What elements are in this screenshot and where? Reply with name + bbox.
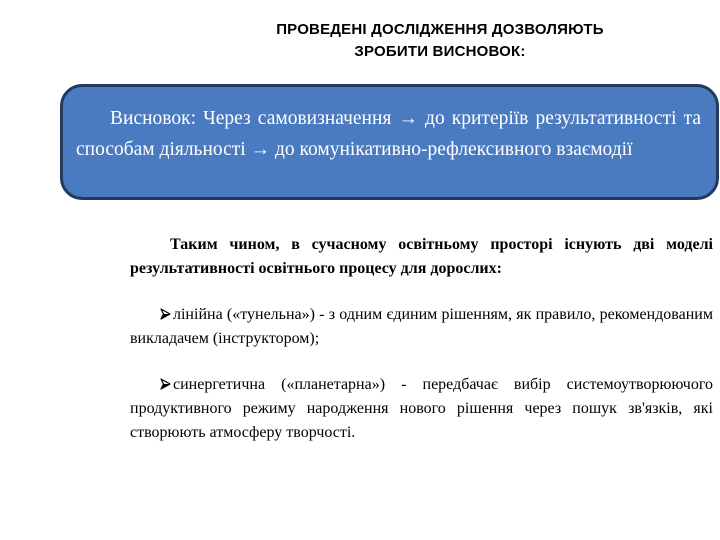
conclusion-text: Висновок: Через самовизначення → до критеріїв результативності та способам діяльності → до комунікативно-рефлексивного взаємодії: [76, 108, 701, 160]
list-item: [130, 303, 713, 351]
title-line-1: ПРОВЕДЕНІ ДОСЛІДЖЕННЯ ДОЗВОЛЯЮТЬ: [276, 21, 604, 38]
body-text: [130, 233, 713, 445]
bullet-text-linear: лінійна («тунельна») - з одним єдиним рішенням, як правило, рекомендованим викладачем (інструктором);: [130, 306, 713, 347]
arrow-bullet-icon: [160, 308, 171, 320]
page-title: [200, 19, 680, 63]
arrow-bullet-icon: [160, 378, 171, 390]
conclusion-box: [60, 84, 719, 200]
title-line-2: ЗРОБИТИ ВИСНОВОК:: [354, 43, 526, 60]
bullet-text-synergetic: синергетична («планетарна») - передбачає вибір системоутворюючого продуктивного режиму народження нового рішення через пошук зв'язків, які створюють атмосферу творчості.: [130, 376, 713, 441]
intro-paragraph: Таким чином, в сучасному освітньому просторі існують дві моделі результативності освітнього процесу для дорослих:: [130, 236, 713, 277]
list-item: [130, 373, 713, 445]
